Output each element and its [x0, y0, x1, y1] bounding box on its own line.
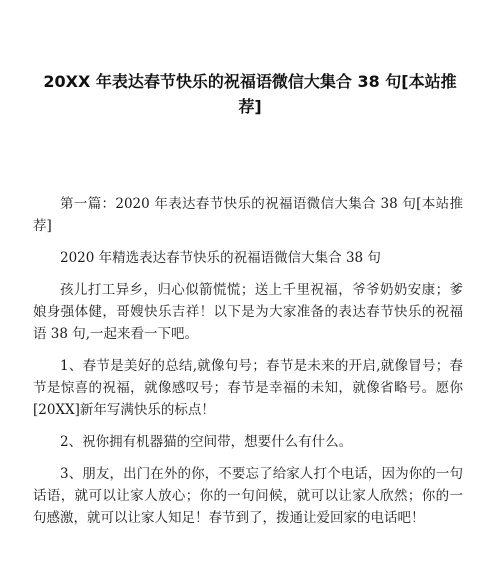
document-body	[33, 193, 463, 539]
paragraph-item-3: 3、朋友，出门在外的你，不要忘了给家人打个电话，因为你的一句话语，就可以让家人放心；你的一句问候，就可以让家人欣然；你的一句感激，就可以让家人知足！春节到了，拨通让爱回家的电话吧！	[33, 466, 463, 526]
paragraph-first-article-heading: 第一篇：2020 年表达春节快乐的祝福语微信大集合 38 句[本站推荐]	[33, 196, 463, 234]
paragraph-item-1: 1、春节是美好的总结,就像句号；春节是未来的开启,就像冒号；春节是惊喜的祝福，就像感叹号；春节是幸福的未知，就像省略号。愿你[20XX]新年写满快乐的标点！	[33, 358, 463, 418]
paragraph-intro: 孩儿打工异乡，归心似箭慌慌；送上千里祝福，爷爷奶奶安康；爹娘身强体健，哥嫂快乐吉祥！以下是为大家准备的表达春节快乐的祝福语 38 句,一起来看一下吧。	[33, 282, 463, 342]
paragraph-item-2: 2、祝你拥有机器猫的空间带，想要什么有什么。	[60, 434, 353, 450]
paragraph-subtitle: 2020 年精选表达春节快乐的祝福语微信大集合 38 句	[60, 250, 381, 266]
document-title: 20XX 年表达春节快乐的祝福语微信大集合 38 句[本站推荐]	[43, 72, 457, 116]
